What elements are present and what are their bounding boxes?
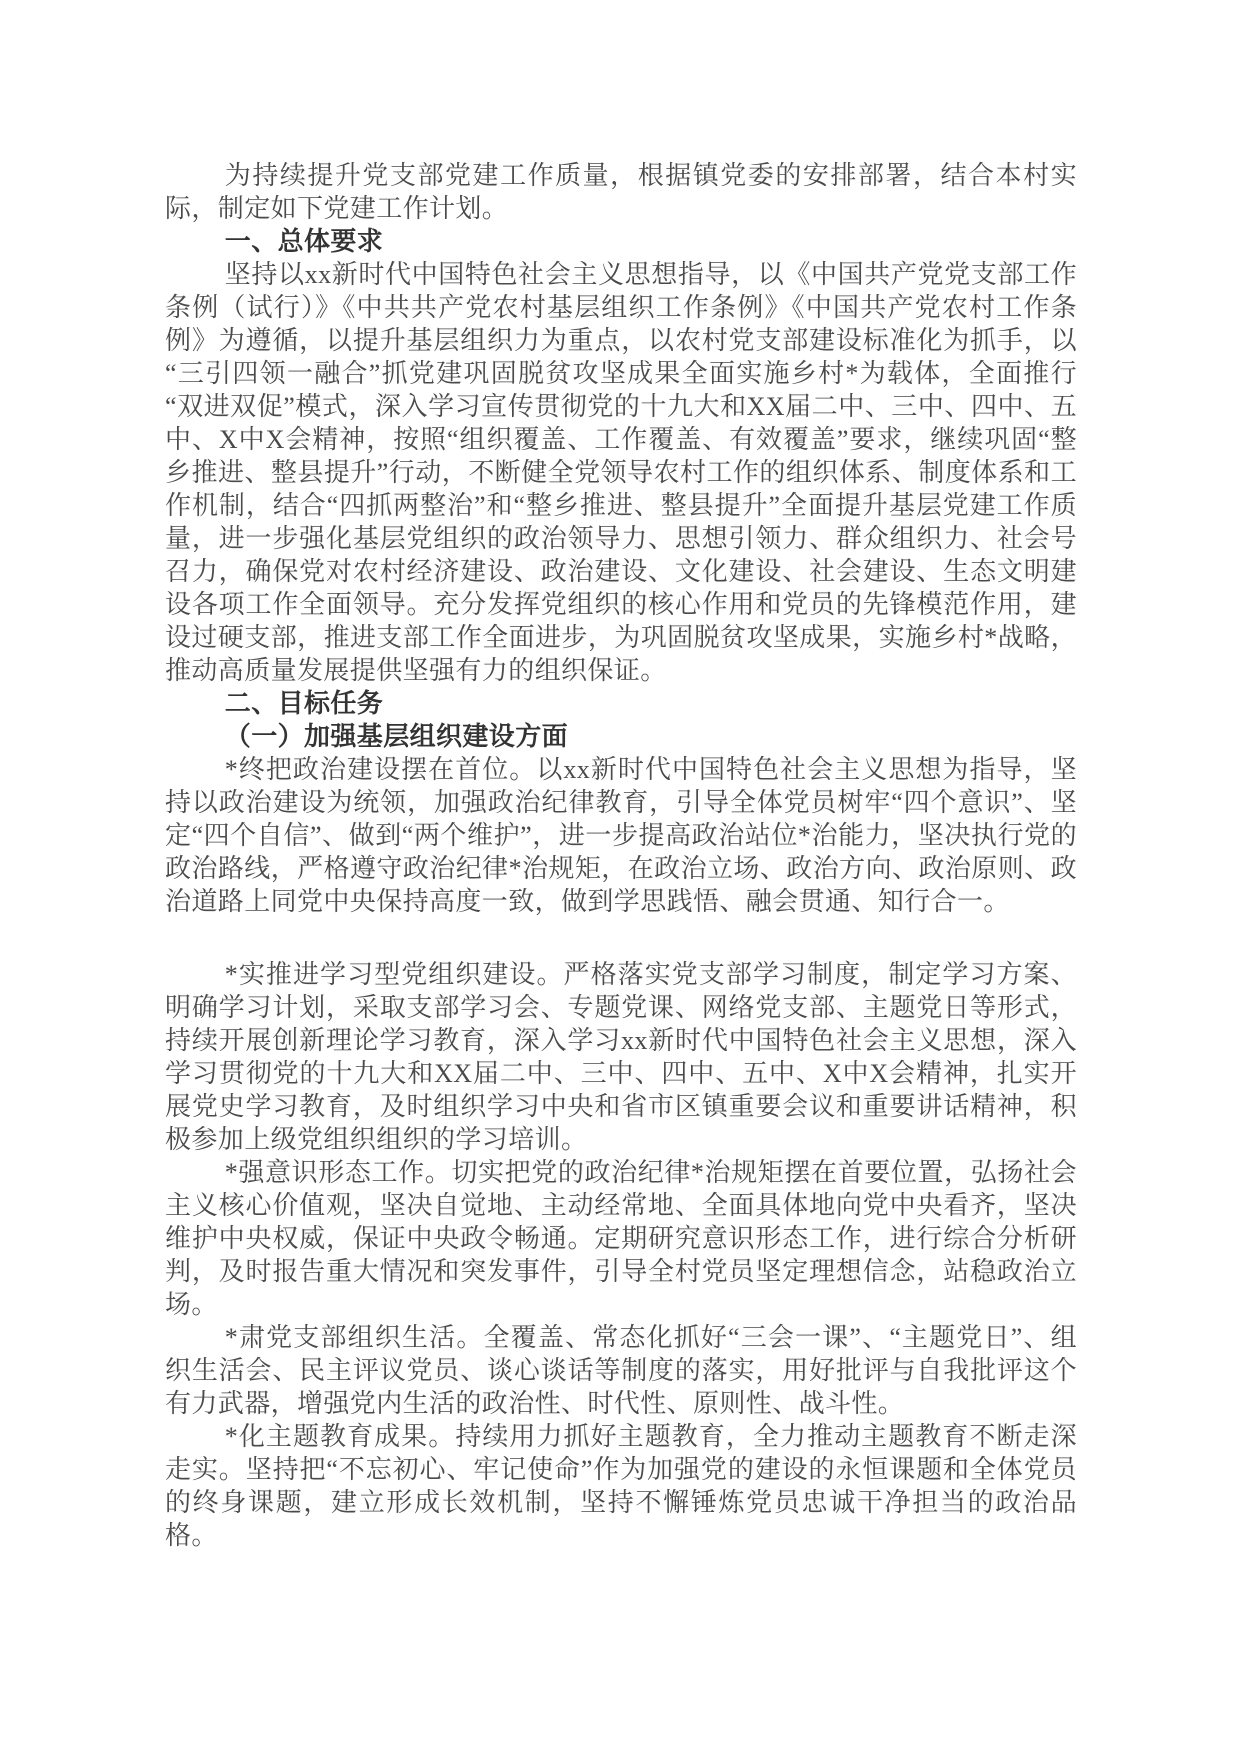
paragraph: *终把政治建设摆在首位。以xx新时代中国特色社会主义思想为指导，坚持以政治建设为统领，加强政治纪律教育，引导全体党员树牢“四个意识”、坚定“四个自信”、做到“两个维护”，进一步提高政治站位*治能力，坚决执行党的政治路线，严格遵守政治纪律*治规矩，在政治立场、政治方向、政治原则、政治道路上同党中央保持高度一致，做到学思践悟、融会贯通、知行合一。: [165, 755, 1077, 916]
section-heading: 二、目标任务: [224, 688, 384, 718]
section-heading: 一、总体要求: [224, 226, 384, 256]
paragraph: 为持续提升党支部党建工作质量，根据镇党委的安排部署，结合本村实际，制定如下党建工作计划。: [165, 161, 1077, 223]
paragraph: 坚持以xx新时代中国特色社会主义思想指导，以《中国共产党党支部工作条例（试行）》《中共共产党农村基层组织工作条例》《中国共产党农村工作条例》为遵循，以提升基层组织力为重点，以农村党支部建设标准化为抓手，以“三引四领一融合”抓党建巩固脱贫攻坚成果全面实施乡村*为载体，全面推行“双进双促”模式，深入学习宣传贯彻党的十九大和XX届二中、三中、四中、五中、X中X会精神，按照“组织覆盖、工作覆盖、有效覆盖”要求，继续巩固“整乡推进、整县提升”行动，不断健全党领导农村工作的组织体系、制度体系和工作机制，结合“四抓两整治”和“整乡推进、整县提升”全面提升基层党建工作质量，进一步强化基层党组织的政治领导力、思想引领力、群众组织力、社会号召力，确保党对农村经济建设、政治建设、文化建设、社会建设、生态文明建设各项工作全面领导。充分发挥党组织的核心作用和党员的先锋模范作用，建设过硬支部，推进支部工作全面进步，为巩固脱贫攻坚成果，实施乡村*战略，推动高质量发展提供坚强有力的组织保证。: [165, 260, 1077, 685]
paragraph: *肃党支部组织生活。全覆盖、常态化抓好“三会一课”、“主题党日”、组织生活会、民主评议党员、谈心谈话等制度的落实，用好批评与自我批评这个有力武器，增强党内生活的政治性、时代性、原则性、战斗性。: [165, 1323, 1077, 1418]
paragraph: *强意识形态工作。切实把党的政治纪律*治规矩摆在首要位置，弘扬社会主义核心价值观，坚决自觉地、主动经常地、全面具体地向党中央看齐，坚决维护中央权威，保证中央政令畅通。定期研究意识形态工作，进行综合分析研判，及时报告重大情况和突发事件，引导全村党员坚定理想信念，站稳政治立场。: [165, 1158, 1077, 1319]
document-content: [165, 159, 1077, 1552]
paragraph: *实推进学习型党组织建设。严格落实党支部学习制度，制定学习方案、明确学习计划，采取支部学习会、专题党课、网络党支部、主题党日等形式，持续开展创新理论学习教育，深入学习xx新时代中国特色社会主义思想，深入学习贯彻党的十九大和XX届二中、三中、四中、五中、X中X会精神，扎实开展党史学习教育，及时组织学习中央和省市区镇重要会议和重要讲话精神，积极参加上级党组织组织的学习培训。: [165, 960, 1077, 1154]
paragraph: *化主题教育成果。持续用力抓好主题教育，全力推动主题教育不断走深走实。坚持把“不忘初心、牢记使命”作为加强党的建设的永恒课题和全体党员的终身课题，建立形成长效机制，坚持不懈锤炼党员忠诚干净担当的政治品格。: [165, 1422, 1077, 1550]
subsection-heading: （一）加强基层组织建设方面: [224, 721, 568, 751]
